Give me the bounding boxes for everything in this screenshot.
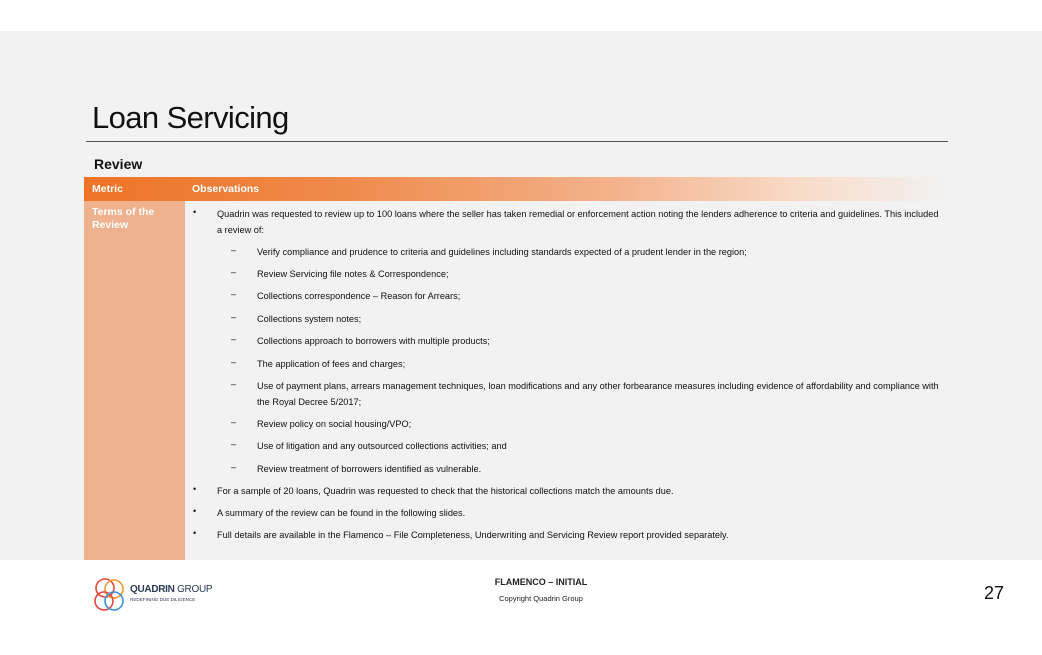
logo-wordmark (130, 584, 212, 595)
dash-mark: – (231, 417, 237, 427)
bullet-mark: • (193, 506, 197, 516)
sub-bullet-text: Collections system notes; (257, 314, 362, 324)
title-divider (86, 141, 948, 142)
list-item (185, 357, 945, 373)
footer-doc-title: FLAMENCO – INITIAL (494, 577, 588, 587)
sub-bullet-text: Collections approach to borrowers with multiple products; (257, 336, 490, 346)
list-item (185, 207, 945, 238)
bullet-text: Full details are available in the Flamenco – File Completeness, Underwriting and Servicing Review report provided separately. (217, 530, 729, 540)
dash-mark: – (231, 439, 237, 449)
dash-mark: – (231, 357, 237, 367)
list-item (185, 528, 945, 544)
list-item (185, 439, 945, 455)
dash-mark: – (231, 379, 237, 389)
logo-circles-icon (93, 576, 129, 614)
list-item (185, 462, 945, 478)
list-item (185, 334, 945, 350)
list-item (185, 484, 945, 500)
metric-label: Terms of the Review (92, 206, 155, 231)
dash-mark: – (231, 462, 237, 472)
bullet-text: A summary of the review can be found in the following slides. (217, 508, 466, 518)
slide-title: Loan Servicing (92, 100, 289, 135)
sub-bullet-text: Collections correspondence – Reason for Arrears; (257, 291, 461, 301)
logo-group-text: GROUP (177, 584, 213, 595)
section-subtitle: Review (94, 156, 143, 172)
footer-center (440, 577, 642, 603)
dash-mark: – (231, 334, 237, 344)
metric-cell (84, 201, 185, 560)
list-item (185, 312, 945, 328)
list-item (185, 506, 945, 522)
footer-copyright: Copyright Quadrin Group (499, 594, 583, 603)
sub-bullet-text: Use of litigation and any outsourced collections activities; and (257, 441, 507, 451)
list-item (185, 379, 945, 410)
sub-bullet-text: Use of payment plans, arrears management techniques, loan modifications and any other forbearance measures including evidence of affordability and compliance with the Royal Decree 5/2017; (257, 381, 939, 407)
logo-tagline: REDEFINING DUE DILIGENCE (130, 597, 196, 602)
header-observations: Observations (192, 183, 260, 195)
logo-brand-text: QUADRIN (130, 584, 175, 595)
list-item (185, 417, 945, 433)
table-header (84, 177, 948, 201)
bullet-text: For a sample of 20 loans, Quadrin was requested to check that the historical collections match the amounts due. (217, 486, 674, 496)
bullet-mark: • (193, 528, 197, 538)
dash-mark: – (231, 312, 237, 322)
page-number: 27 (984, 583, 1005, 603)
dash-mark: – (231, 245, 237, 255)
sub-bullet-text: Verify compliance and prudence to criteria and guidelines including standards expected of a prudent lender in the region; (257, 247, 747, 257)
list-item (185, 289, 945, 305)
observations-cell (185, 201, 948, 560)
header-metric: Metric (92, 183, 123, 195)
list-item (185, 245, 945, 261)
list-item (185, 267, 945, 283)
bullet-text: Quadrin was requested to review up to 100 loans where the seller has taken remedial or enforcement action noting the lenders adherence to criteria and guidelines. This included a review of: (217, 209, 939, 235)
sub-bullet-text: The application of fees and charges; (257, 359, 406, 369)
sub-bullet-text: Review policy on social housing/VPO; (257, 419, 412, 429)
dash-mark: – (231, 289, 237, 299)
sub-bullet-text: Review treatment of borrowers identified as vulnerable. (257, 464, 482, 474)
bullet-mark: • (193, 484, 197, 494)
dash-mark: – (231, 267, 237, 277)
sub-bullet-text: Review Servicing file notes & Correspondence; (257, 269, 449, 279)
company-logo (93, 576, 213, 614)
bullet-mark: • (193, 207, 197, 217)
